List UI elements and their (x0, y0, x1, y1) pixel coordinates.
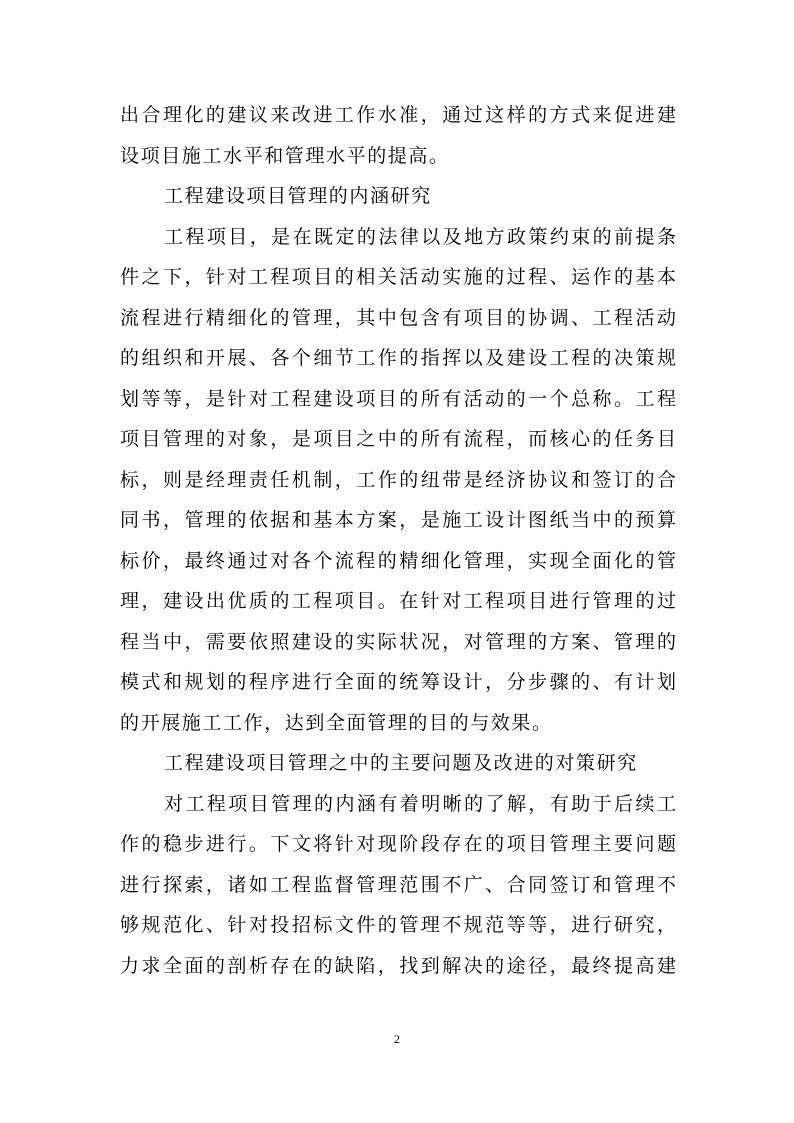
text-line: 程当中，需要依照建设的实际状况，对管理的方案、管理的 (120, 630, 676, 653)
text-line: 出合理化的建议来改进工作水准，通过这样的方式来促进建 (120, 104, 676, 126)
text-line: 标，则是经理责任机制，工作的纽带是经济协议和签订的合 (120, 468, 676, 491)
text-line: 项目管理的对象，是项目之中的所有流程，而核心的任务目 (120, 428, 676, 450)
text-line: 同书，管理的依据和基本方案，是施工设计图纸当中的预算 (120, 509, 676, 531)
text-line: 理，建设出优质的工程项目。在针对工程项目进行管理的过 (120, 590, 676, 612)
text-line: 模式和规划的程序进行全面的统筹设计，分步骤的、有计划 (120, 671, 676, 693)
text-line: 进行探索，诸如工程监督管理范围不广、合同签订和管理不 (120, 873, 676, 896)
text-line: 流程进行精细化的管理，其中包含有项目的协调、工程活动 (120, 306, 676, 329)
text-line: 划等等，是针对工程建设项目的所有活动的一个总称。工程 (120, 387, 676, 410)
text-line: 件之下，针对工程项目的相关活动实施的过程、运作的基本 (120, 266, 676, 288)
text-line: 对工程项目管理的内涵有着明晰的了解，有助于后续工 (164, 792, 676, 815)
text-line: 设项目施工水平和管理水平的提高。 (120, 144, 450, 167)
text-line: 标价，最终通过对各个流程的精细化管理，实现全面化的管 (120, 549, 676, 572)
section-heading: 工程建设项目管理的内涵研究 (164, 185, 432, 207)
text-line: 的组织和开展、各个细节工作的指挥以及建设工程的决策规 (120, 347, 676, 369)
text-line: 作的稳步进行。下文将针对现阶段存在的项目管理主要问题 (120, 833, 676, 855)
text-line: 够规范化、针对投招标文件的管理不规范等等，进行研究， (120, 914, 676, 936)
text-line: 的开展施工工作，达到全面管理的目的与效果。 (120, 711, 553, 734)
text-line: 工程项目，是在既定的法律以及地方政策约束的前提条 (164, 225, 676, 248)
text-line: 力求全面的剖析存在的缺陷，找到解决的途径，最终提高建 (120, 954, 676, 977)
page-number: 2 (394, 1032, 400, 1046)
body-text (120, 95, 676, 986)
section-heading: 工程建设项目管理之中的主要问题及改进的对策研究 (164, 752, 638, 774)
